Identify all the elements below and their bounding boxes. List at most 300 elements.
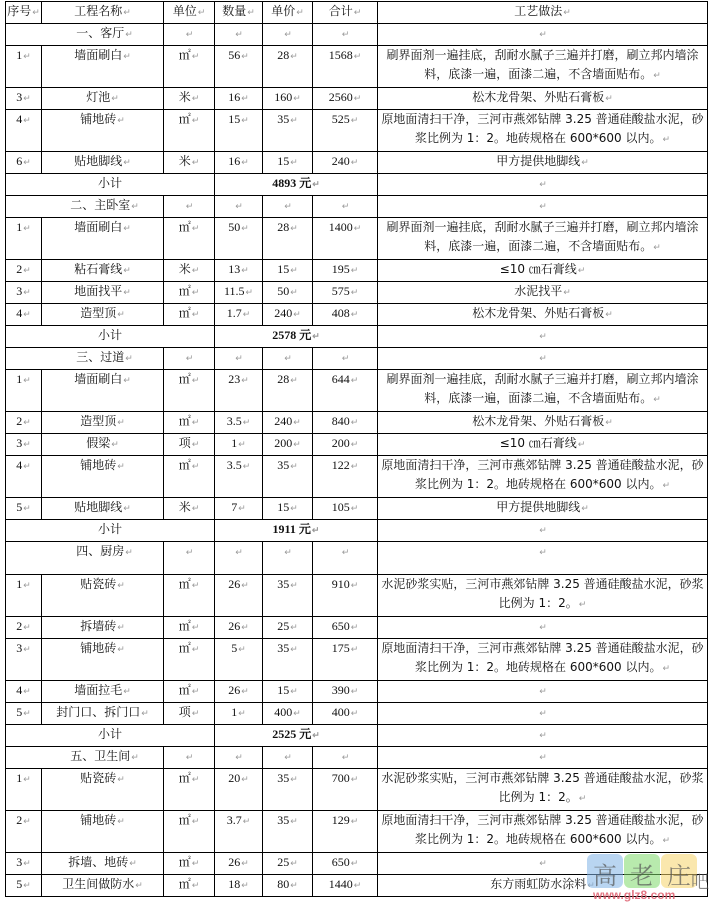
unit-cell	[164, 498, 215, 520]
paragraph-mark-icon: ↵	[125, 548, 133, 558]
seq-cell	[6, 575, 42, 617]
table-row	[6, 639, 708, 681]
paragraph-mark-icon: ↵	[241, 686, 249, 696]
craft-cell	[378, 88, 708, 110]
header-price	[263, 2, 313, 24]
paragraph-mark-icon: ↵	[245, 287, 254, 297]
paragraph-mark-icon: ↵	[125, 30, 133, 40]
paragraph-mark-icon: ↵	[284, 548, 292, 558]
section-title-text: 二、主卧室	[70, 198, 131, 212]
table-row	[6, 282, 708, 304]
seq-cell-text: 4	[16, 112, 23, 126]
paragraph-mark-icon: ↵	[539, 859, 547, 869]
craft-cell	[378, 575, 708, 617]
paragraph-mark-icon: ↵	[581, 158, 589, 168]
price-cell	[263, 282, 313, 304]
craft-cell-text: 刷界面剂一遍挂底，刮耐水腻子三遍并打磨，刷立邦内墙涂料，底漆一遍，面漆二遍，不含墙面贴布。	[386, 220, 699, 253]
paragraph-mark-icon: ↵	[350, 309, 359, 319]
paragraph-mark-icon: ↵	[290, 461, 298, 471]
paragraph-mark-icon: ↵	[296, 8, 304, 18]
empty-cell	[164, 24, 215, 46]
paragraph-mark-icon: ↵	[284, 30, 292, 40]
paragraph-mark-icon: ↵	[238, 503, 246, 513]
paragraph-mark-icon: ↵	[539, 623, 547, 633]
empty-cell	[164, 348, 215, 370]
paragraph-mark-icon: ↵	[653, 71, 661, 81]
table-row	[6, 88, 708, 110]
section-title	[6, 196, 164, 218]
qty-cell-text: 50	[228, 220, 241, 234]
item-name-cell-text: 灯池	[86, 90, 111, 104]
item-name-cell	[42, 639, 164, 681]
paragraph-mark-icon: ↵	[242, 309, 251, 319]
paragraph-mark-icon: ↵	[284, 354, 292, 364]
qty-cell	[215, 88, 263, 110]
seq-cell	[6, 260, 42, 282]
table-row	[6, 152, 708, 174]
item-name-cell-text: 铺地砖	[80, 112, 117, 126]
table-row	[6, 456, 708, 498]
unit-cell-text: ㎡	[178, 284, 191, 298]
craft-cell	[378, 681, 708, 703]
subtotal-row	[6, 174, 708, 196]
paragraph-mark-icon: ↵	[123, 504, 131, 514]
paragraph-mark-icon: ↵	[290, 157, 298, 167]
craft-cell	[378, 434, 708, 456]
watermark-glyph: 老	[630, 862, 654, 890]
header-total	[313, 2, 378, 24]
craft-cell	[378, 46, 708, 88]
qty-cell	[215, 304, 263, 326]
section-title	[6, 747, 164, 769]
paragraph-mark-icon: ↵	[539, 30, 547, 40]
paragraph-mark-icon: ↵	[577, 440, 586, 450]
unit-cell-text: 项	[178, 705, 191, 719]
section-row	[6, 348, 708, 370]
qty-cell	[215, 498, 263, 520]
paragraph-mark-icon: ↵	[605, 418, 613, 428]
item-name-cell	[42, 681, 164, 703]
price-cell-text: 35	[277, 577, 290, 591]
subtotal-label	[6, 520, 215, 542]
seq-cell	[6, 282, 42, 304]
paragraph-mark-icon: ↵	[242, 417, 251, 427]
paragraph-mark-icon: ↵	[131, 753, 139, 763]
seq-cell	[6, 875, 42, 897]
total-cell-text: 129	[331, 813, 350, 827]
unit-cell	[164, 110, 215, 152]
empty-cell	[313, 542, 378, 575]
header-price-text: 单价	[271, 4, 296, 18]
seq-cell-text: 6	[16, 154, 23, 168]
paragraph-mark-icon: ↵	[350, 461, 359, 471]
paragraph-mark-icon: ↵	[241, 858, 249, 868]
total-cell	[313, 370, 378, 412]
empty-cell	[263, 747, 313, 769]
paragraph-mark-icon: ↵	[23, 708, 31, 718]
paragraph-mark-icon: ↵	[290, 265, 298, 275]
paragraph-mark-icon: ↵	[23, 580, 31, 590]
empty-cell	[263, 24, 313, 46]
unit-cell	[164, 639, 215, 681]
section-title-text: 一、客厅	[76, 26, 125, 40]
paragraph-mark-icon: ↵	[539, 332, 547, 342]
watermark-url: www.glz8.com	[593, 888, 676, 902]
item-name-cell	[42, 110, 164, 152]
paragraph-mark-icon: ↵	[238, 439, 246, 449]
paragraph-mark-icon: ↵	[23, 265, 31, 275]
paragraph-mark-icon: ↵	[605, 94, 613, 104]
paragraph-mark-icon: ↵	[293, 417, 301, 427]
unit-cell-text: 米	[178, 500, 191, 514]
total-cell-text: 650	[331, 619, 350, 633]
paragraph-mark-icon: ↵	[23, 309, 31, 319]
paragraph-mark-icon: ↵	[290, 287, 298, 297]
subtotal-label	[6, 326, 215, 348]
empty-cell	[378, 174, 708, 196]
price-cell-text: 28	[277, 220, 290, 234]
paragraph-mark-icon: ↵	[290, 580, 298, 590]
craft-cell-text: 松木龙骨架、外贴石膏板	[472, 306, 605, 320]
craft-cell	[378, 639, 708, 681]
paragraph-mark-icon: ↵	[241, 622, 249, 632]
paragraph-mark-icon: ↵	[117, 623, 125, 633]
item-name-cell-text: 造型顶	[80, 414, 117, 428]
price-cell	[263, 769, 313, 811]
price-cell	[263, 639, 313, 681]
seq-cell	[6, 304, 42, 326]
total-cell-text: 122	[331, 458, 350, 472]
table-row	[6, 110, 708, 152]
total-cell	[313, 412, 378, 434]
total-cell	[313, 853, 378, 875]
paragraph-mark-icon: ↵	[117, 116, 125, 126]
paragraph-mark-icon: ↵	[290, 115, 298, 125]
seq-cell-text: 2	[16, 414, 23, 428]
paragraph-mark-icon: ↵	[350, 115, 359, 125]
paragraph-mark-icon: ↵	[662, 135, 671, 145]
paragraph-mark-icon: ↵	[191, 224, 200, 234]
price-cell-text: 160	[274, 90, 293, 104]
total-cell	[313, 703, 378, 725]
section-title	[6, 24, 164, 46]
paragraph-mark-icon: ↵	[191, 310, 200, 320]
price-cell	[263, 703, 313, 725]
item-name-cell-text: 贴瓷砖	[80, 577, 117, 591]
price-cell-text: 15	[277, 500, 290, 514]
paragraph-mark-icon: ↵	[117, 310, 125, 320]
qty-cell-text: 1	[231, 436, 238, 450]
seq-cell-text: 1	[16, 372, 23, 386]
paragraph-mark-icon: ↵	[123, 288, 131, 298]
subtotal-value-text: 2578 元	[272, 328, 312, 342]
paragraph-mark-icon: ↵	[290, 686, 298, 696]
header-unit	[164, 2, 215, 24]
item-name-cell-text: 拆墙砖	[80, 619, 117, 633]
subtotal-value	[215, 520, 378, 542]
item-name-cell	[42, 617, 164, 639]
unit-cell	[164, 703, 215, 725]
qty-cell	[215, 456, 263, 498]
total-cell	[313, 152, 378, 174]
price-cell	[263, 46, 313, 88]
paragraph-mark-icon: ↵	[23, 417, 31, 427]
seq-cell-text: 4	[16, 306, 23, 320]
paragraph-mark-icon: ↵	[191, 288, 200, 298]
header-name	[42, 2, 164, 24]
table-row	[6, 703, 708, 725]
total-cell-text: 525	[331, 112, 350, 126]
unit-cell-text: 米	[178, 262, 191, 276]
empty-cell	[378, 348, 708, 370]
section-title-text: 四、厨房	[76, 544, 125, 558]
seq-cell-text: 3	[16, 90, 23, 104]
seq-cell	[6, 88, 42, 110]
unit-cell	[164, 218, 215, 260]
section-title	[6, 542, 164, 575]
paragraph-mark-icon: ↵	[284, 753, 292, 763]
total-cell	[313, 639, 378, 681]
craft-cell-text: 原地面清扫干净，三河市燕郊钻牌 3.25 普通硅酸盐水泥，砂浆比例为 1：2。地砖规格在 600*600 以内。	[381, 813, 704, 846]
empty-cell	[215, 542, 263, 575]
table-row	[6, 412, 708, 434]
paragraph-mark-icon: ↵	[117, 462, 125, 472]
price-cell	[263, 875, 313, 897]
qty-cell	[215, 575, 263, 617]
qty-cell-text: 3.5	[226, 414, 242, 428]
empty-cell	[378, 747, 708, 769]
qty-cell-text: 7	[231, 500, 238, 514]
total-cell-text: 650	[331, 855, 350, 869]
paragraph-mark-icon: ↵	[191, 266, 200, 276]
unit-cell-text: ㎡	[178, 306, 191, 320]
empty-cell	[215, 348, 263, 370]
qty-cell	[215, 412, 263, 434]
paragraph-mark-icon: ↵	[191, 709, 200, 719]
item-name-cell-text: 墙面刷白	[74, 372, 123, 386]
paragraph-mark-icon: ↵	[290, 51, 298, 61]
unit-cell	[164, 769, 215, 811]
seq-cell-text: 1	[16, 771, 23, 785]
paragraph-mark-icon: ↵	[117, 775, 125, 785]
item-name-cell	[42, 875, 164, 897]
qty-cell	[215, 681, 263, 703]
total-cell	[313, 456, 378, 498]
item-name-cell	[42, 853, 164, 875]
paragraph-mark-icon: ↵	[23, 858, 31, 868]
subtotal-label-text: 小计	[97, 727, 122, 741]
quotation-table	[5, 1, 708, 897]
paragraph-mark-icon: ↵	[191, 687, 200, 697]
subtotal-value	[215, 174, 378, 196]
seq-cell	[6, 639, 42, 681]
qty-cell	[215, 617, 263, 639]
paragraph-mark-icon: ↵	[191, 116, 200, 126]
qty-cell	[215, 110, 263, 152]
paragraph-mark-icon: ↵	[563, 288, 571, 298]
paragraph-mark-icon: ↵	[539, 180, 547, 190]
paragraph-mark-icon: ↵	[23, 622, 31, 632]
price-cell	[263, 152, 313, 174]
total-cell	[313, 769, 378, 811]
paragraph-mark-icon: ↵	[125, 354, 133, 364]
paragraph-mark-icon: ↵	[191, 504, 200, 514]
unit-cell-text: ㎡	[178, 877, 191, 891]
total-cell	[313, 617, 378, 639]
empty-cell	[313, 24, 378, 46]
price-cell-text: 80	[277, 877, 290, 891]
header-qty-text: 数量	[222, 4, 247, 18]
craft-cell-text: 原地面清扫干净，三河市燕郊钻牌 3.25 普通硅酸盐水泥，砂浆比例为 1：2。地砖规格在 600*600 以内。	[381, 641, 704, 674]
craft-cell	[378, 498, 708, 520]
watermark-glyph: 吧	[691, 872, 709, 893]
table-row	[6, 811, 708, 853]
price-cell-text: 15	[277, 683, 290, 697]
subtotal-value-text: 2525 元	[272, 727, 312, 741]
paragraph-mark-icon: ↵	[141, 709, 149, 719]
table-row	[6, 769, 708, 811]
qty-cell-text: 26	[228, 577, 241, 591]
craft-cell	[378, 412, 708, 434]
craft-cell-text: 松木龙骨架、外贴石膏板	[472, 90, 605, 104]
price-cell-text: 35	[277, 771, 290, 785]
paragraph-mark-icon: ↵	[191, 52, 200, 62]
paragraph-mark-icon: ↵	[350, 417, 359, 427]
paragraph-mark-icon: ↵	[341, 753, 350, 763]
paragraph-mark-icon: ↵	[123, 266, 131, 276]
item-name-cell-text: 贴地脚线	[74, 500, 123, 514]
paragraph-mark-icon: ↵	[23, 157, 31, 167]
section-row	[6, 542, 708, 575]
item-name-cell	[42, 282, 164, 304]
qty-cell	[215, 811, 263, 853]
total-cell	[313, 681, 378, 703]
paragraph-mark-icon: ↵	[23, 644, 31, 654]
price-cell-text: 28	[277, 372, 290, 386]
seq-cell-text: 4	[16, 458, 23, 472]
craft-cell	[378, 282, 708, 304]
section-row	[6, 196, 708, 218]
craft-cell-text: 水泥找平	[514, 284, 563, 298]
qty-cell	[215, 152, 263, 174]
table-row	[6, 575, 708, 617]
header-seq-text: 序号	[7, 4, 32, 18]
item-name-cell	[42, 370, 164, 412]
paragraph-mark-icon: ↵	[653, 243, 661, 253]
item-name-cell-text: 假梁	[86, 436, 111, 450]
seq-cell	[6, 811, 42, 853]
total-cell-text: 195	[331, 262, 350, 276]
subtotal-row	[6, 520, 708, 542]
empty-cell	[263, 196, 313, 218]
price-cell-text: 50	[277, 284, 290, 298]
paragraph-mark-icon: ↵	[129, 859, 137, 869]
paragraph-mark-icon: ↵	[350, 816, 359, 826]
paragraph-mark-icon: ↵	[117, 817, 125, 827]
section-title-text: 五、卫生间	[70, 749, 131, 763]
paragraph-mark-icon: ↵	[539, 709, 547, 719]
paragraph-mark-icon: ↵	[350, 375, 359, 385]
craft-cell	[378, 811, 708, 853]
paragraph-mark-icon: ↵	[123, 8, 131, 18]
seq-cell-text: 2	[16, 619, 23, 633]
paragraph-mark-icon: ↵	[662, 836, 671, 846]
table-row	[6, 370, 708, 412]
paragraph-mark-icon: ↵	[341, 202, 350, 212]
seq-cell	[6, 456, 42, 498]
seq-cell	[6, 703, 42, 725]
price-cell	[263, 575, 313, 617]
qty-cell-text: 23	[228, 372, 241, 386]
empty-cell	[263, 542, 313, 575]
paragraph-mark-icon: ↵	[123, 158, 131, 168]
total-cell	[313, 46, 378, 88]
item-name-cell-text: 墙面刷白	[74, 48, 123, 62]
paragraph-mark-icon: ↵	[539, 202, 547, 212]
qty-cell-text: 3.7	[226, 813, 242, 827]
craft-cell	[378, 110, 708, 152]
qty-cell-text: 1.7	[226, 306, 242, 320]
table-row	[6, 617, 708, 639]
total-cell-text: 840	[331, 414, 350, 428]
paragraph-mark-icon: ↵	[605, 310, 613, 320]
qty-cell-text: 26	[228, 683, 241, 697]
total-cell-text: 1440	[328, 877, 353, 891]
empty-cell	[378, 520, 708, 542]
price-cell	[263, 88, 313, 110]
item-name-cell-text: 铺地砖	[80, 641, 117, 655]
item-name-cell-text: 贴地脚线	[74, 154, 123, 168]
paragraph-mark-icon: ↵	[191, 775, 200, 785]
craft-cell-text: 原地面清扫干净，三河市燕郊钻牌 3.25 普通硅酸盐水泥，砂浆比例为 1：2。地砖规格在 600*600 以内。	[381, 458, 704, 491]
unit-cell-text: ㎡	[178, 683, 191, 697]
qty-cell	[215, 260, 263, 282]
paragraph-mark-icon: ↵	[235, 548, 243, 558]
empty-cell	[378, 725, 708, 747]
item-name-cell	[42, 88, 164, 110]
paragraph-mark-icon: ↵	[290, 503, 298, 513]
item-name-cell	[42, 304, 164, 326]
price-cell-text: 240	[274, 414, 293, 428]
paragraph-mark-icon: ↵	[350, 439, 359, 449]
item-name-cell	[42, 456, 164, 498]
paragraph-mark-icon: ↵	[23, 880, 31, 890]
paragraph-mark-icon: ↵	[284, 202, 292, 212]
item-name-cell-text: 拆墙、地砖	[68, 855, 129, 869]
unit-cell	[164, 456, 215, 498]
paragraph-mark-icon: ↵	[242, 816, 251, 826]
seq-cell-text: 3	[16, 284, 23, 298]
item-name-cell-text: 粘石膏线	[74, 262, 123, 276]
qty-cell-text: 56	[228, 48, 241, 62]
paragraph-mark-icon: ↵	[191, 581, 200, 591]
craft-cell-text: 刷界面剂一遍挂底，刮耐水腻子三遍并打磨，刷立邦内墙涂料，底漆一遍，面漆二遍，不含墙面贴布。	[386, 372, 699, 405]
qty-cell-text: 13	[228, 262, 241, 276]
unit-cell	[164, 681, 215, 703]
qty-cell	[215, 434, 263, 456]
paragraph-mark-icon: ↵	[350, 157, 359, 167]
paragraph-mark-icon: ↵	[235, 30, 243, 40]
paragraph-mark-icon: ↵	[311, 525, 320, 535]
paragraph-mark-icon: ↵	[353, 880, 362, 890]
price-cell-text: 25	[277, 855, 290, 869]
total-cell-text: 175	[331, 641, 350, 655]
table-row	[6, 304, 708, 326]
paragraph-mark-icon: ↵	[539, 731, 547, 741]
paragraph-mark-icon: ↵	[350, 265, 359, 275]
paragraph-mark-icon: ↵	[197, 8, 206, 18]
total-cell	[313, 875, 378, 897]
